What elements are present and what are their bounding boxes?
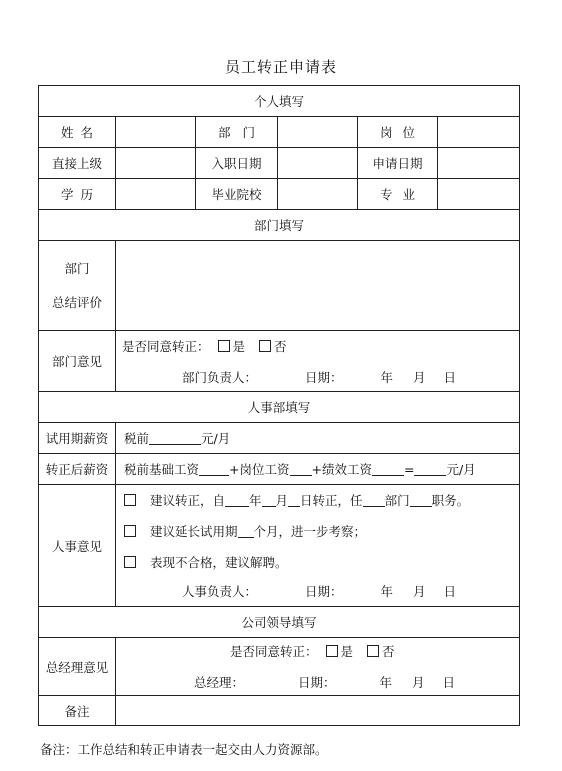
total-salary-blank[interactable] [414,463,446,476]
hr-head-label: 人事负责人： [182,584,258,599]
section-header-personal: 个人填写 [39,86,520,117]
education-label: 学 历 [39,179,116,210]
section-header-leadership: 公司领导填写 [39,607,520,638]
department-opinion-field: 是否同意转正： 是 否 部门负责人： 日期： 年 月 日 [116,331,520,392]
name-field[interactable] [116,117,196,148]
education-field[interactable] [116,179,196,210]
footnote: 备注：工作总结和转正申请表一起交由人力资源部。 [40,742,328,757]
entry-date-field[interactable] [278,148,358,179]
trial-salary-field: 税前 元/月 [116,423,520,454]
gm-date-label: 日期： [298,675,336,690]
gm-opinion-field: 是否同意转正： 是 否 总经理： 日期： 年 月 日 [116,638,520,696]
name-label: 姓 名 [39,117,116,148]
confirm-dept-blank[interactable] [363,494,385,507]
confirm-month-blank[interactable] [262,494,276,507]
department-summary-field[interactable] [116,241,520,331]
school-label: 毕业院校 [196,179,278,210]
confirm-year-blank[interactable] [225,494,249,507]
confirm-day-blank[interactable] [288,494,300,507]
hr-date-label: 日期： [305,584,343,599]
remarks-label: 备注 [39,696,116,726]
dept-date-label: 日期： [305,369,343,385]
major-field[interactable] [438,179,520,210]
entry-date-label: 入职日期 [196,148,278,179]
gm-agree-question: 是否同意转正： [230,644,318,659]
hr-opinion-field: 建议转正，自 年 月 日转正，任 部门 职务。 建议延长试用期 个月，进一步考察； 表现不合格，建议解聘。 人事负责人： 日期： 年 月 日 [116,485,520,607]
gm-sign-label: 总经理： [194,675,245,690]
option-dismiss: 表现不合格，建议解聘。 [116,547,519,578]
position-salary-blank[interactable] [290,463,312,476]
dept-head-label: 部门负责人： [182,369,258,385]
school-field[interactable] [278,179,358,210]
gm-opinion-label: 总经理意见 [39,638,116,696]
apply-date-label: 申请日期 [358,148,438,179]
option-extend: 建议延长试用期 个月，进一步考察； [116,516,519,547]
department-summary-label: 部门 总结评价 [39,241,116,331]
trial-salary-label: 试用期薪资 [39,423,116,454]
extend-checkbox[interactable] [124,525,136,537]
form-title: 员工转正申请表 [224,58,337,76]
confirm-checkbox[interactable] [124,494,136,506]
option-confirm: 建议转正，自 年 月 日转正，任 部门 职务。 [116,485,519,516]
department-opinion-label: 部门意见 [39,331,116,392]
position-label: 岗 位 [358,117,438,148]
major-label: 专 业 [358,179,438,210]
department-field[interactable] [278,117,358,148]
gm-no-checkbox[interactable] [367,645,379,657]
hr-opinion-label: 人事意见 [39,485,116,607]
dismiss-checkbox[interactable] [124,556,136,568]
remarks-field[interactable] [116,696,520,726]
application-form-table [38,85,520,726]
section-header-hr: 人事部填写 [39,392,520,423]
supervisor-label: 直接上级 [39,148,116,179]
base-salary-blank[interactable] [199,463,229,476]
gm-yes-checkbox[interactable] [326,645,338,657]
confirm-post-blank[interactable] [410,494,432,507]
perf-salary-blank[interactable] [372,463,404,476]
supervisor-field[interactable] [116,148,196,179]
formal-salary-field: 税前基础工资 +岗位工资 +绩效工资 = 元/月 [116,454,520,485]
extend-months-blank[interactable] [238,525,254,538]
apply-date-field[interactable] [438,148,520,179]
trial-salary-blank[interactable] [149,432,201,445]
formal-salary-label: 转正后薪资 [39,454,116,485]
agree-question: 是否同意转正： [122,338,210,354]
dept-no-checkbox[interactable] [259,340,271,352]
section-header-department: 部门填写 [39,210,520,241]
dept-yes-checkbox[interactable] [218,340,230,352]
department-label: 部 门 [196,117,278,148]
position-field[interactable] [438,117,520,148]
